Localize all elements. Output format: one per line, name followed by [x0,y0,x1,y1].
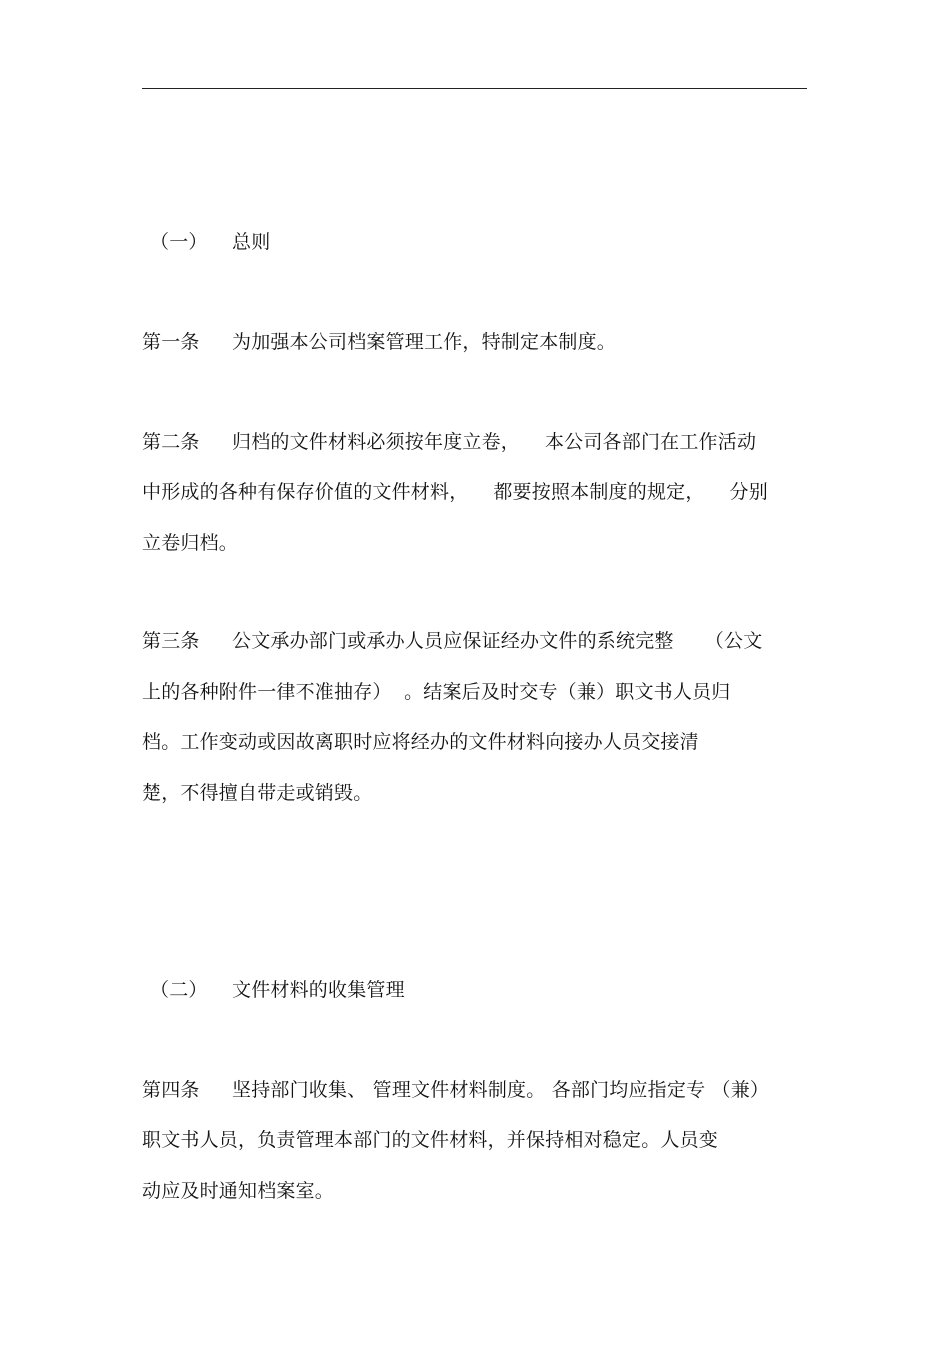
article-label: 第四条 [142,1079,200,1101]
article-4-line-3: 动应及时通知档案室。 [142,1180,335,1202]
article-3-line-2: 上的各种附件一律不准抽存） 。结案后及时交专（兼）职文书人员归 [142,681,731,703]
article-text: 归档的文件材料必须按年度立卷， 本公司各部门在工作活动 [232,431,757,453]
article-2-line-3: 立卷归档。 [142,532,239,554]
article-3-line-4: 楚，不得擅自带走或销毁。 [142,782,373,804]
article-4-line-2: 职文书人员，负责管理本部门的文件材料，并保持相对稳定。人员变 [142,1129,719,1151]
article-2-line-2: 中形成的各种有保存价值的文件材料， 都要按照本制度的规定， 分别 [142,481,768,503]
article-label: 第三条 [142,630,200,652]
article-text: 为加强本公司档案管理工作，特制定本制度。 [232,331,617,353]
section-heading-1 [142,230,270,254]
article-3-line-3: 档。工作变动或因故离职时应将经办的文件材料向接办人员交接清 [142,731,699,753]
section-heading-2 [142,978,405,1002]
article-4-line-1 [142,1078,769,1102]
article-label: 第一条 [142,331,200,353]
article-text: 公文承办部门或承办人员应保证经办文件的系统完整 （公文 [232,630,763,652]
article-3-line-1 [142,629,762,653]
section-number: （一） [150,231,208,253]
article-label: 第二条 [142,431,200,453]
section-title: 总则 [232,231,271,253]
article-text: 坚持部门收集、 管理文件材料制度。 各部门均应指定专 （兼） [232,1079,770,1101]
article-2-line-1 [142,430,756,454]
header-rule [142,88,807,89]
section-title: 文件材料的收集管理 [232,979,405,1001]
article-1-line-1 [142,330,616,354]
section-number: （二） [150,979,208,1001]
